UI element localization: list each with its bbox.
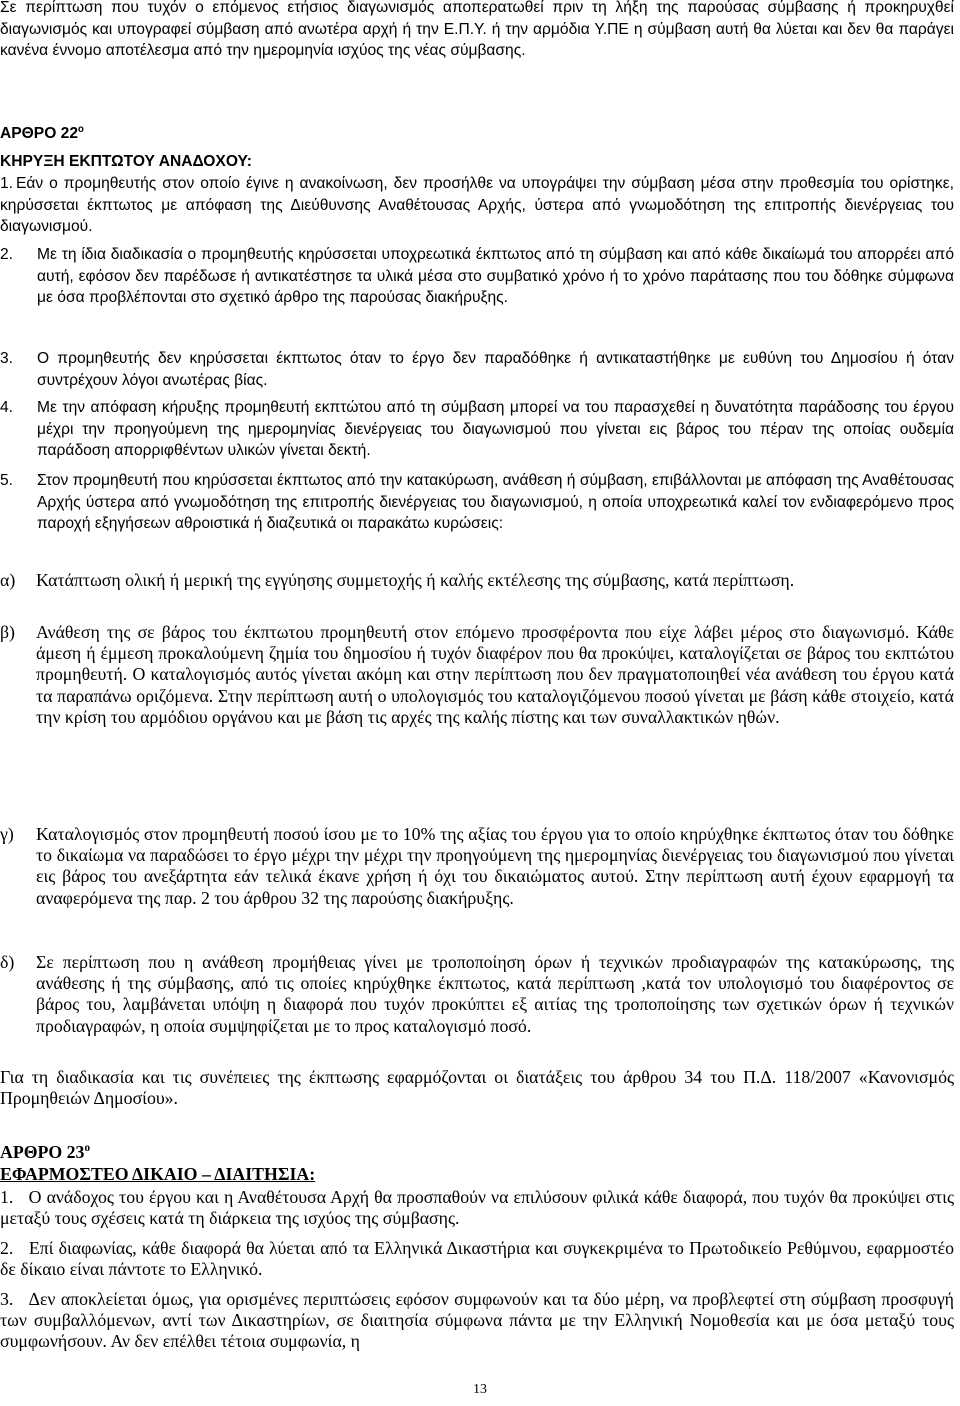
article-23-subtitle: ΕΦΑΡΜΟΣΤΕΟ ΔΙΚΑΙΟ – ΔΙΑΙΤΗΣΙΑ: [0, 1164, 316, 1184]
item-text: Ο προμηθευτής δεν κηρύσσεται έκπτωτος όταν το έργο δεν παραδόθηκε ή αντικαταστήθηκε με ευθύνη του Δημοσίου ή όταν συντρέχουν λόγοι ανωτέρας βίας. [37, 350, 954, 389]
article-22-item-1 [0, 173, 954, 238]
sanction-letter: α) [0, 570, 16, 590]
article-23-title-sup: ο [84, 1142, 90, 1155]
sanction-text: Σε περίπτωση που η ανάθεση προμήθειας γίνει με τροποποίηση όρων ή τεχνικών προδιαγραφών της κατακύρωσης, της ανάθεσης ή της σύμβασης, από τις οποίες κηρύχθηκε έκπτωτος, κατά περίπτωση ,κατά τον υπολογισμό του διαφέροντος σε βάρος του, λαμβάνεται υπόψη η διαφορά που τυχόν προκύπτει εξ αιτίας της τροποποίησης των σχετικών όρων ή τεχνικών προδιαγραφών, η οποία συμψηφίζεται με το προς καταλογισμό ποσό. [36, 952, 954, 1036]
item-number: 1. [0, 175, 14, 192]
page-number: 13 [473, 1382, 487, 1397]
item-number: 3. [0, 350, 14, 367]
article-22-title [0, 123, 84, 145]
sanction-text: Κατάπτωση ολική ή μερική της εγγύησης συμμετοχής ή καλής εκτέλεσης της σύμβασης, κατά περίπτωση. [36, 570, 795, 590]
sanction-b [0, 622, 954, 728]
article-22-item-4 [0, 397, 954, 462]
article-22-title-text: ΑΡΘΡΟ 22 [0, 125, 78, 142]
article-23-title-text: ΑΡΘΡΟ 23 [0, 1142, 85, 1162]
sanction-c [0, 824, 954, 909]
item-number: 4. [0, 399, 14, 416]
article-22-item-2 [0, 244, 954, 309]
sanction-a [0, 570, 954, 591]
article-23-title [0, 1142, 90, 1163]
sanction-letter: γ) [0, 824, 14, 844]
item-text: Στον προμηθευτή που κηρύσσεται έκπτωτος από την κατακύρωση, ανάθεση ή σύμβαση, επιβάλλονται με απόφαση της Αναθέτουσας Αρχής ύστερα από γνωμοδότηση της επιτροπής διενέργειας του διαγωνισμού, η οποία υποχρεωτικά καλεί τον ενδιαφερόμενο προς παροχή εξηγήσεων αθροιστικά ή διαζευτικά οι παρακάτω κυρώσεις: [37, 472, 954, 533]
sanction-text: Καταλογισμός στον προμηθευτή ποσού ίσου με το 10% της αξίας του έργου για το οποίο κηρύχθηκε έκπτωτος όταν του δόθηκε το δικαίωμα να παραδώσει το έργο μέχρι την μέχρι την προηγούμενη της ημερομηνίας διενέργειας του διαγωνισμού που γίνεται εις βάρος του ανεξάρτητα εάν τελικά έκανε χρήση ή όχι του δικαιώματος αυτού. Στην περίπτωση αυτή έχουν εφαρμογή τα αναφερόμενα της παρ. 2 του άρθρου 32 της παρούσης διακήρυξης. [36, 824, 954, 908]
item-number: 5. [0, 472, 14, 489]
article-22-title-sup: ο [78, 123, 84, 135]
item-text: Με την απόφαση κήρυξης προμηθευτή εκπτώτου από τη σύμβαση μπορεί να του παρασχεθεί η δυνατότητα παράδοσης του έργου μέχρι την προηγούμενη της ημερομηνίας διενέργειας του διαγωνισμού που γίνεται εις βάρος του πέραν της οποίας ουδεμία παράδοση απορριφθέντων υλικών γίνεται δεκτή. [37, 399, 954, 460]
sanction-letter: δ) [0, 952, 15, 972]
article-22-closing: Για τη διαδικασία και τις συνέπειες της έκπτωσης εφαρμόζονται οι διατάξεις του άρθρου 34 του Π.Δ. 118/2007 «Κανονισμός Προμηθειών Δημοσίου». [0, 1067, 954, 1109]
sanction-text: Ανάθεση της σε βάρος του έκπτωτου προμηθευτή στον επόμενο προσφέροντα που είχε λάβει μέρος στο διαγωνισμό. Κάθε άμεση ή έμμεση προκαλούμενη ζημία του δημοσίου ή τυχόν διαφέρον που θα προκύψει, καταλογίζεται σε βάρος του εκπτώτου προμηθευτή. Ο καταλογισμός αυτός γίνεται ακόμη και στην περίπτωση που δεν πραγματοποιηθεί νέα ανάθεση του έργου κατά τα παραπάνω οριζόμενα. Στην περίπτωση αυτή ο υπολογισμός του καταλογιζόμενου ποσού γίνεται με βάση κάθε στοιχείο, κατά την κρίση του αρμόδιου οργάνου και με βάση τις αρχές της καλής πίστης και των συναλλακτικών ηθών. [36, 622, 954, 727]
item-number: 2. [0, 246, 14, 263]
sanction-d [0, 952, 954, 1037]
article-22-item-5 [0, 470, 954, 535]
article-23-paragraph-1: 1. Ο ανάδοχος του έργου και η Αναθέτουσα Αρχή θα προσπαθούν να επιλύσουν φιλικά κάθε διαφορά, που τυχόν θα προκύψει στις μεταξύ τους σχέσεις κατά τη διάρκεια της ισχύος της σύμβασης. [0, 1187, 959, 1229]
item-text: Με τη ίδια διαδικασία ο προμηθευτής κηρύσσεται υποχρεωτικά έκπτωτος από τη σύμβαση και από κάθε δικαίωμά του απορρέει από αυτή, εφόσον δεν παρέδωσε ή αντικατέστησε τα υλικά μέσα στο συμβατικό χρόνο ή το χρόνο παράτασης που του δόθηκε σύμφωνα με όσα προβλέπονται στο σχετικό άρθρο της παρούσας διακήρυξης. [37, 246, 954, 307]
article-23-paragraph-2: 2. Επί διαφωνίας, κάθε διαφορά θα λύεται από τα Ελληνικά Δικαστήρια και συγκεκριμένα το Πρωτοδικείο Ρεθύμνου, εφαρμοστέο δε δίκαιο είναι πάντοτε το Ελληνικό. [0, 1238, 959, 1280]
item-text [0, 173, 954, 238]
article-22-item-3 [0, 348, 954, 391]
sanction-letter: β) [0, 622, 15, 642]
intro-paragraph: Σε περίπτωση που τυχόν ο επόμενος ετήσιος διαγωνισμός αποπερατωθεί πριν τη λήξη της παρούσας σύμβασης ή προκηρυχθεί διαγωνισμός και υπογραφεί σύμβαση από ανωτέρα αρχή ή την Ε.Π.Υ. ή την αρμόδια Υ.ΠΕ η σύμβαση αυτή θα λύεται και δεν θα παράγει κανένα έννομο αποτέλεσμα από την ημερομηνία ισχύος της νέας σύμβασης. [0, 0, 954, 60]
article-22-subtitle: ΚΗΡΥΞΗ ΕΚΠΤΩΤΟΥ ΑΝΑΔΟΧΟΥ: [0, 153, 252, 170]
item-text-content: Εάν ο προμηθευτής στον οποίο έγινε η ανακοίνωση, δεν προσήλθε να υπογράψει την σύμβαση μέσα στην προθεσμία του ορίστηκε, κηρύσσεται έκπτωτος με απόφαση της Διεύθυνσης Αναθέτουσας Αρχής, ύστερα από γνωμοδότηση της επιτροπής διενέργειας του διαγωνισμού. [0, 175, 954, 236]
article-23-paragraph-3: 3. Δεν αποκλείεται όμως, για ορισμένες περιπτώσεις εφόσον συμφωνούν και τα δύο μέρη, να προβλεφτεί στη σύμβαση προσφυγή των συμβαλλόμενων, αντί των Δικαστηρίων, σε διαιτησία σύμφωνα πάντα με την Ελληνική Νομοθεσία και με όσα μεταξύ τους συμφωνήσουν. Αν δεν επέλθει τέτοια συμφωνία, η [0, 1289, 959, 1352]
